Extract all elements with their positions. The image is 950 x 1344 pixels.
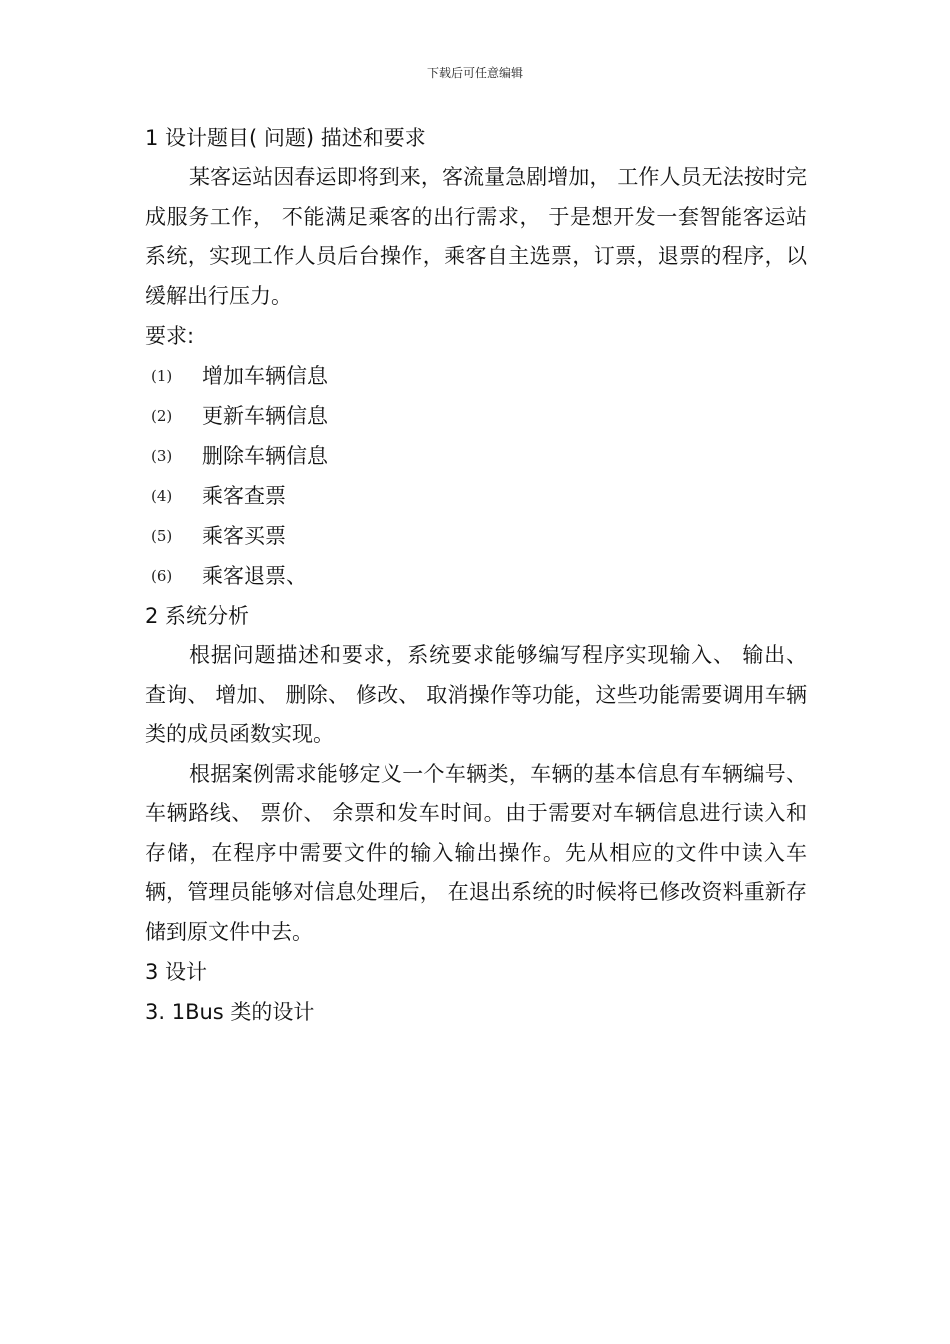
requirement-text: 乘客查票 bbox=[202, 484, 286, 508]
requirement-number: (3) bbox=[151, 447, 173, 465]
requirement-number: (5) bbox=[151, 527, 173, 545]
requirement-item bbox=[145, 556, 807, 596]
section-2-paragraph-2: 根据案例需求能够定义一个车辆类，车辆的基本信息有车辆编号、 车辆路线、 票价、 余票和发车时间。由于需要对车辆信息进行读入和存储，在程序中需要文件的输入输出操作。先从相应的文件中读入车辆，管理员能够对信息处理后， 在退出系统的时候将已修改资料重新存储到原文件中去。 bbox=[145, 761, 807, 944]
requirement-text: 删除车辆信息 bbox=[202, 444, 328, 468]
section-3-1-title: 3. 1Bus 类的设计 bbox=[145, 1000, 315, 1024]
requirements-label: 要求: bbox=[145, 324, 195, 348]
requirement-text: 更新车辆信息 bbox=[202, 404, 328, 428]
requirement-number: (6) bbox=[151, 567, 173, 585]
section-1-title: 1 设计题目( 问题) 描述和要求 bbox=[145, 126, 426, 150]
requirements-list bbox=[145, 356, 807, 596]
requirement-text: 增加车辆信息 bbox=[202, 364, 328, 388]
section-2-title: 2 系统分析 bbox=[145, 604, 250, 628]
requirement-item bbox=[145, 396, 807, 436]
requirement-number: (4) bbox=[151, 487, 173, 505]
requirement-text: 乘客买票 bbox=[202, 524, 286, 548]
requirement-item bbox=[145, 436, 807, 476]
requirement-number: (1) bbox=[151, 367, 173, 385]
header-note: 下载后可任意编辑 bbox=[426, 66, 523, 80]
section-1-paragraph: 某客运站因春运即将到来，客流量急剧增加， 工作人员无法按时完成服务工作， 不能满足乘客的出行需求， 于是想开发一套智能客运站系统，实现工作人员后台操作，乘客自主选票，订票，退票的程序，以缓解出行压力。 bbox=[145, 165, 807, 308]
document-content bbox=[145, 118, 807, 1032]
requirement-number: (2) bbox=[151, 407, 173, 425]
section-2-paragraph-1: 根据问题描述和要求，系统要求能够编写程序实现输入、 输出、 查询、 增加、 删除、 修改、 取消操作等功能，这些功能需要调用车辆类的成员函数实现。 bbox=[145, 643, 807, 746]
requirement-item bbox=[145, 476, 807, 516]
requirement-item bbox=[145, 356, 807, 396]
section-3-title: 3 设计 bbox=[145, 960, 208, 984]
requirement-text: 乘客退票、 bbox=[202, 564, 307, 588]
requirement-item bbox=[145, 516, 807, 556]
